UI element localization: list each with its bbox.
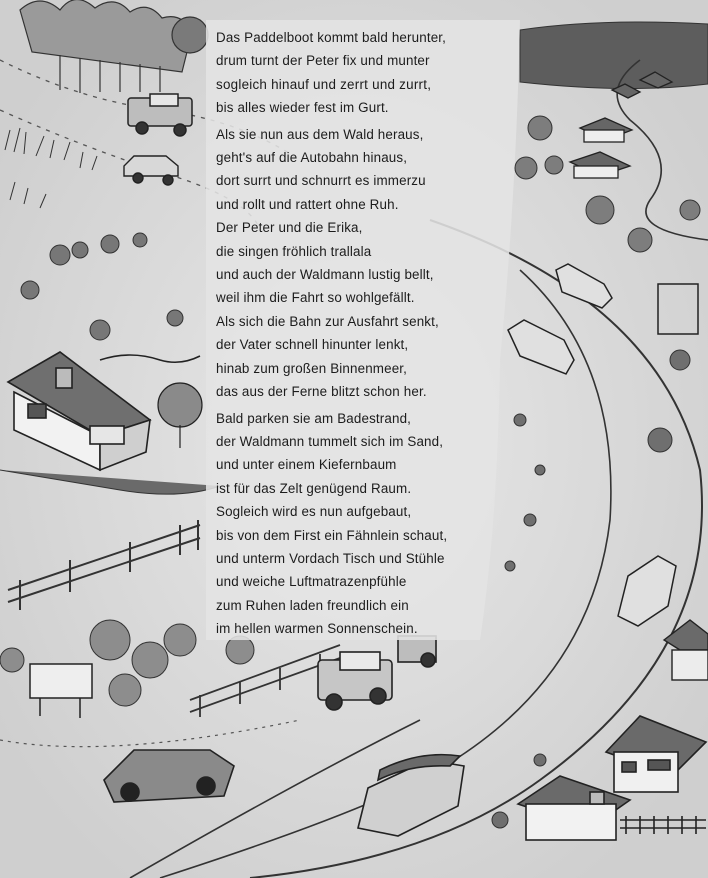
poem-line: und auch der Waldmann lustig bellt, [216,267,434,283]
poem-line: ist für das Zelt genügend Raum. [216,480,412,496]
poem-line: bis alles wieder fest im Gurt. [216,100,389,116]
poem-line: der Vater schnell hinunter lenkt, [216,337,409,353]
lake-icon [520,22,708,89]
poem-line: Das Paddelboot kommt bald herunter, [216,30,447,45]
poem-line: bis von dem First ein Fähnlein schaut, [216,527,448,543]
poem-line: zum Ruhen laden freundlich ein [216,597,409,613]
poem-line: Der Peter und die Erika, [216,220,363,236]
poem-line: und unterm Vordach Tisch und Stühle [216,550,445,566]
poem-line: drum turnt der Peter fix und munter [216,53,430,69]
poem-line: weil ihm die Fahrt so wohlgefällt. [216,290,415,306]
poem-stanza [216,407,516,641]
poem-line: Bald parken sie am Badestrand, [216,410,412,426]
poem-line: sogleich hinauf und zerrt und zurrt, [216,76,432,92]
poem-line: und weiche Luftmatrazenpfühle [216,574,407,590]
poem-line: Als sie nun aus dem Wald heraus, [216,126,424,142]
poem-line: der Waldmann tummelt sich im Sand, [216,433,444,449]
poem-line: und unter einem Kiefernbaum [216,457,397,473]
poem-line: das aus der Ferne blitzt schon her. [216,384,427,400]
poem-stanza [216,123,516,404]
poem-line: die singen fröhlich trallala [216,243,372,259]
poem-line: hinab zum großen Binnenmeer, [216,360,408,376]
poem-text [216,26,516,644]
poem-line: geht's auf die Autobahn hinaus, [216,150,408,166]
poem-line: Als sich die Bahn zur Ausfahrt senkt, [216,313,439,329]
poem-line: Sogleich wird es nun aufgebaut, [216,504,412,520]
poem-stanza [216,26,516,120]
poem-line: im hellen warmen Sonnenschein. [216,621,418,637]
poem-line: dort surrt und schnurrt es immerzu [216,173,426,189]
poem-line: und rollt und rattert ohne Ruh. [216,196,399,212]
